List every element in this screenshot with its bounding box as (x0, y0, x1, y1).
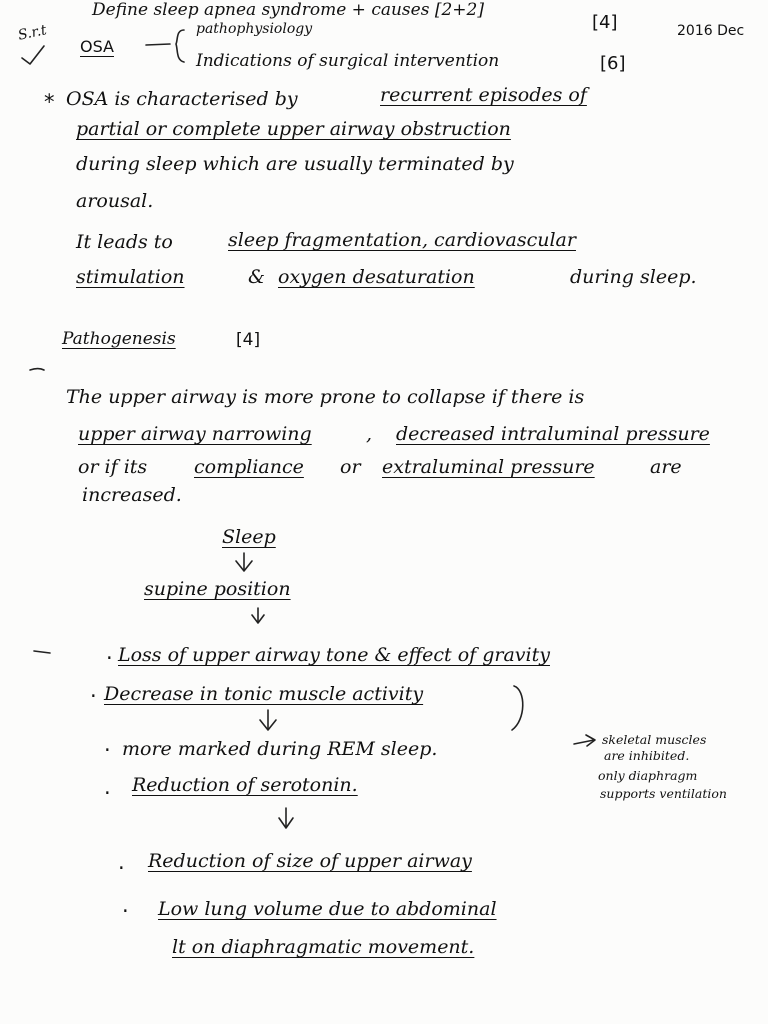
arrow-head (279, 818, 293, 828)
pathogenesis-line4: increased. (82, 484, 182, 506)
definition-line6-desaturation: oxygen desaturation (278, 266, 475, 288)
marks-label: [4] (592, 12, 618, 33)
side-note-line2: are inhibited. (604, 748, 690, 763)
definition-line2: partial or complete upper airway obstruction (76, 118, 511, 140)
item-decrease-tonic: Decrease in tonic muscle activity (104, 683, 424, 705)
sub-indications: Indications of surgical intervention (196, 51, 500, 71)
margin-dash (30, 369, 44, 371)
pathogenesis-comma: , (366, 423, 373, 445)
definition-line3: during sleep which are usually terminated by (76, 153, 514, 175)
definition-line4: arousal. (76, 190, 154, 212)
definition-line5-prefix: It leads to (76, 231, 173, 253)
osa-label: OSA (80, 37, 114, 56)
question-text: Define sleep apnea syndrome + causes [2+2] (92, 0, 484, 20)
marks-label: [6] (600, 53, 626, 74)
bullet-dot: . (118, 850, 125, 874)
definition-line1-underlined: recurrent episodes of (380, 84, 587, 106)
pathogenesis-intraluminal: decreased intraluminal pressure (396, 423, 710, 445)
brace-dash (146, 44, 170, 45)
definition-line1-prefix: OSA is characterised by (66, 88, 298, 110)
bullet-dot: . (122, 893, 129, 917)
side-arrow-head (586, 735, 595, 746)
definition-line5-underlined: sleep fragmentation, cardiovascular (228, 229, 576, 251)
item-rem-sleep: more marked during REM sleep. (122, 738, 438, 760)
item-serotonin: Reduction of serotonin. (132, 774, 358, 796)
margin-checkmark (22, 46, 44, 64)
pathogenesis-heading: Pathogenesis (62, 329, 176, 349)
curly-brace (176, 30, 184, 62)
pathogenesis-narrowing: upper airway narrowing (78, 423, 312, 445)
definition-line6-stimulation: stimulation (76, 266, 185, 288)
pathogenesis-extraluminal: extraluminal pressure (382, 456, 595, 478)
bullet-star: * (44, 90, 55, 114)
pathogenesis-line3-prefix: or if its (78, 456, 148, 478)
side-note-line4: supports ventilation (600, 786, 727, 801)
margin-dash (34, 651, 50, 653)
arrow-head (236, 561, 252, 571)
bullet-dot: . (90, 678, 97, 702)
flow-supine-position: supine position (144, 578, 291, 600)
side-note-line3: only diaphragm (598, 768, 698, 783)
definition-line6-amp: & (248, 266, 265, 288)
bullet-dot: . (104, 775, 111, 799)
pathogenesis-marks: [4] (236, 330, 261, 350)
pathogenesis-line3-suffix: are (650, 456, 682, 478)
bracket-curve (512, 686, 523, 730)
item-diaphragmatic-movement: lt on diaphragmatic movement. (172, 936, 475, 958)
pathogenesis-or: or (340, 456, 361, 478)
side-arrow (574, 740, 594, 744)
sub-pathophysiology: pathophysiology (196, 21, 313, 37)
bullet-dot: . (106, 640, 113, 664)
margin-note: S.r.t (16, 22, 49, 44)
definition-line6-suffix: during sleep. (570, 266, 697, 288)
pathogenesis-compliance: compliance (194, 456, 304, 478)
item-low-lung-volume: Low lung volume due to abdominal (158, 898, 497, 920)
exam-date: 2016 Dec (677, 23, 745, 39)
arrow-head (252, 615, 264, 623)
side-note-line1: skeletal muscles (602, 732, 707, 747)
arrow-head (260, 720, 276, 730)
item-reduction-size: Reduction of size of upper airway (148, 850, 472, 872)
item-loss-of-tone: Loss of upper airway tone & effect of gravity (118, 644, 550, 666)
bullet-dot: . (104, 732, 111, 756)
pathogenesis-para-line1: The upper airway is more prone to collapse if there is (66, 386, 585, 408)
flow-sleep: Sleep (222, 526, 276, 548)
